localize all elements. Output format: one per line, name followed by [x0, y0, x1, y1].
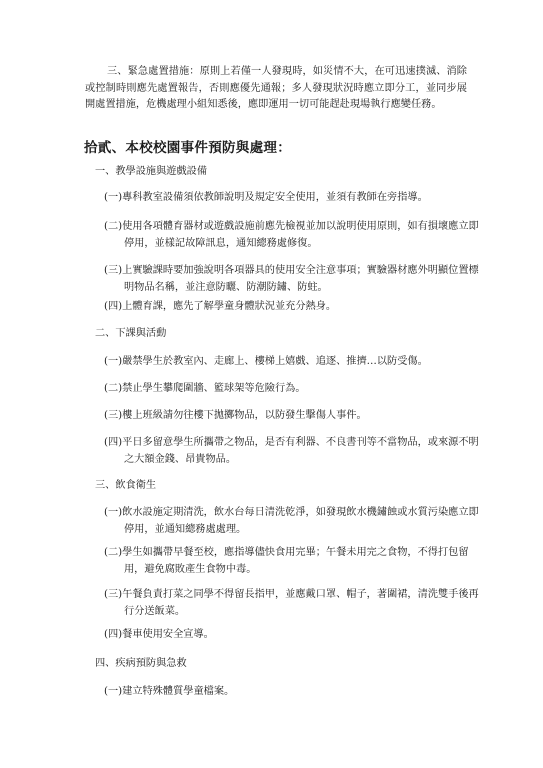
intro-paragraph: 三、緊急處置措施：原則上若僅一人發現時，如災情不大，在可迅速撲滅、消除或控制時則應先處置報告，否則應優先通報；多人發現狀況時應立即分工，並同步展開處置措施，危機處理小組知悉後，應即運用一切可能趕赴現場執行應變任務。 — [85, 66, 467, 110]
list-item: (三)樓上班級請勿往樓下拋擲物品，以防發生擊傷人事件。 — [104, 410, 367, 421]
section-title: 拾貳、本校校園事件預防與處理： — [84, 140, 291, 156]
list-item: (三)午餐負責打菜之同學不得留長指甲，並應戴口罩、帽子，著圍裙，清洗雙手後再行分送飯菜。 — [104, 589, 479, 617]
subsection-title: 四、疾病預防與急救 — [95, 658, 187, 669]
subsection-title: 三、飲食衛生 — [95, 480, 157, 491]
list-item: (二)學生如攜帶早餐至校，應指導儘快食用完畢；午餐未用完之食物，不得打包留用，避免腐敗產生食物中毒。 — [104, 547, 469, 575]
list-item: (四)上體育課，應先了解學童身體狀況並充分熱身。 — [104, 301, 337, 312]
subsection-title: 二、下課與活動 — [95, 328, 167, 339]
list-item: (四)平日多留意學生所攜帶之物品，是否有利器、不良書刊等不當物品，或來源不明之大額金錢、昂貴物品。 — [104, 437, 479, 465]
subsection-title: 一、教學設施與遊戲設備 — [95, 166, 208, 177]
list-item: (二)使用各項體育器材或遊戲設施前應先檢視並加以說明使用原則，如有損壞應立即停用，並樣記故障訊息，通知總務處修復。 — [104, 221, 479, 249]
list-item: (四)餐車使用安全宣導。 — [104, 629, 214, 640]
list-item: (一)建立特殊體質學童檔案。 — [104, 686, 235, 697]
list-item: (三)上實驗課時要加強說明各項器具的使用安全注意事項；實驗器材應外明顯位置標明物品名稱，並注意防曬、防潮防鏽、防蛀。 — [104, 265, 479, 293]
list-item: (一)專科教室設備須依教師說明及規定安全使用，並須有教師在旁指導。 — [104, 192, 428, 203]
list-item: (一)飲水設施定期清洗，飲水台每日清洗乾淨，如發現飲水機鏽蝕或水質污染應立即停用，並通知總務處處理。 — [104, 507, 479, 535]
list-item: (二)禁止學生攀爬圍牆、籃球架等危險行為。 — [104, 383, 306, 394]
list-item: (一)嚴禁學生於教室內、走廊上、樓梯上嬉戲、追逐、推擠…以防受傷。 — [104, 356, 428, 367]
